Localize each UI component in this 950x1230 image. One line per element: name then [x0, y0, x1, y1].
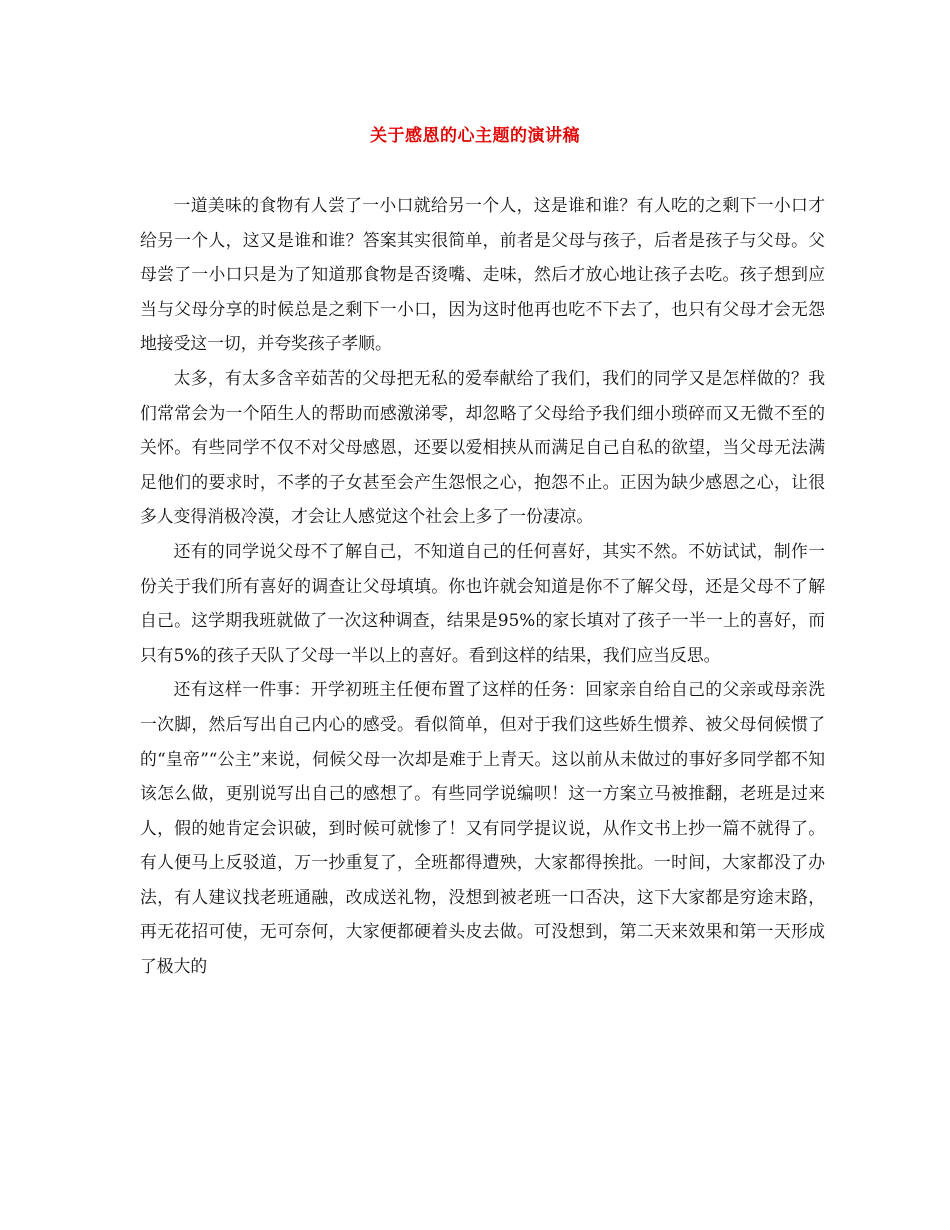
paragraph-4: 还有这样一件事：开学初班主任便布置了这样的任务：回家亲自给自己的父亲或母亲洗一次脚，然后写出自己内心的感受。看似简单，但对于我们这些娇生惯养、被父母伺候惯了的“皇帝”“公主”来说，伺候父母一次却是难于上青天。这以前从未做过的事好多同学都不知该怎么做，更别说写出自己的感想了。有些同学说编呗！这一方案立马被推翻，老班是过来人，假的她肯定会识破，到时候可就惨了！又有同学提议说，从作文书上抄一篇不就得了。有人便马上反驳道，万一抄重复了，全班都得遭殃，大家都得挨批。一时间，大家都没了办法，有人建议找老班通融，改成送礼物，没想到被老班一口否决，这下大家都是穷途末路，再无花招可使，无可奈何，大家便都硬着头皮去做。可没想到，第二天来效果和第一天形成了极大的 [140, 679, 825, 977]
paragraph-1: 一道美味的食物有人尝了一小口就给另一个人，这是谁和谁？有人吃的之剩下一小口才给另一个人，这又是谁和谁？答案其实很简单，前者是父母与孩子，后者是孩子与父母。父母尝了一小口只是为了知道那食物是否烫嘴、走味，然后才放心地让孩子去吃。孩子想到应当与父母分享的时候总是之剩下一小口，因为这时他再也吃不下去了，也只有父母才会无怨地接受这一切，并夸奖孩子孝顺。 [140, 195, 825, 354]
document-body [140, 188, 825, 984]
paragraph-2: 太多，有太多含辛茹苦的父母把无私的爱奉献给了我们，我们的同学又是怎样做的？我们常常会为一个陌生人的帮助而感激涕零，却忽略了父母给予我们细小琐碎而又无微不至的关怀。有些同学不仅不对父母感恩，还要以爱相挟从而满足自己自私的欲望，当父母无法满足他们的要求时，不孝的子女甚至会产生怨恨之心，抱怨不止。正因为缺少感恩之心，让很多人变得消极冷漠，才会让人感觉这个社会上多了一份凄凉。 [140, 367, 825, 527]
paragraph-3: 还有的同学说父母不了解自己，不知道自己的任何喜好，其实不然。不妨试试，制作一份关于我们所有喜好的调查让父母填填。你也许就会知道是你不了解父母，还是父母不了解自己。这学期我班就做了一次这种调查，结果是95%的家长填对了孩子一半一上的喜好，而只有5%的孩子天队了父母一半以上的喜好。看到这样的结果，我们应当反思。 [140, 540, 825, 665]
document-title: 关于感恩的心主题的演讲稿 [370, 126, 580, 146]
